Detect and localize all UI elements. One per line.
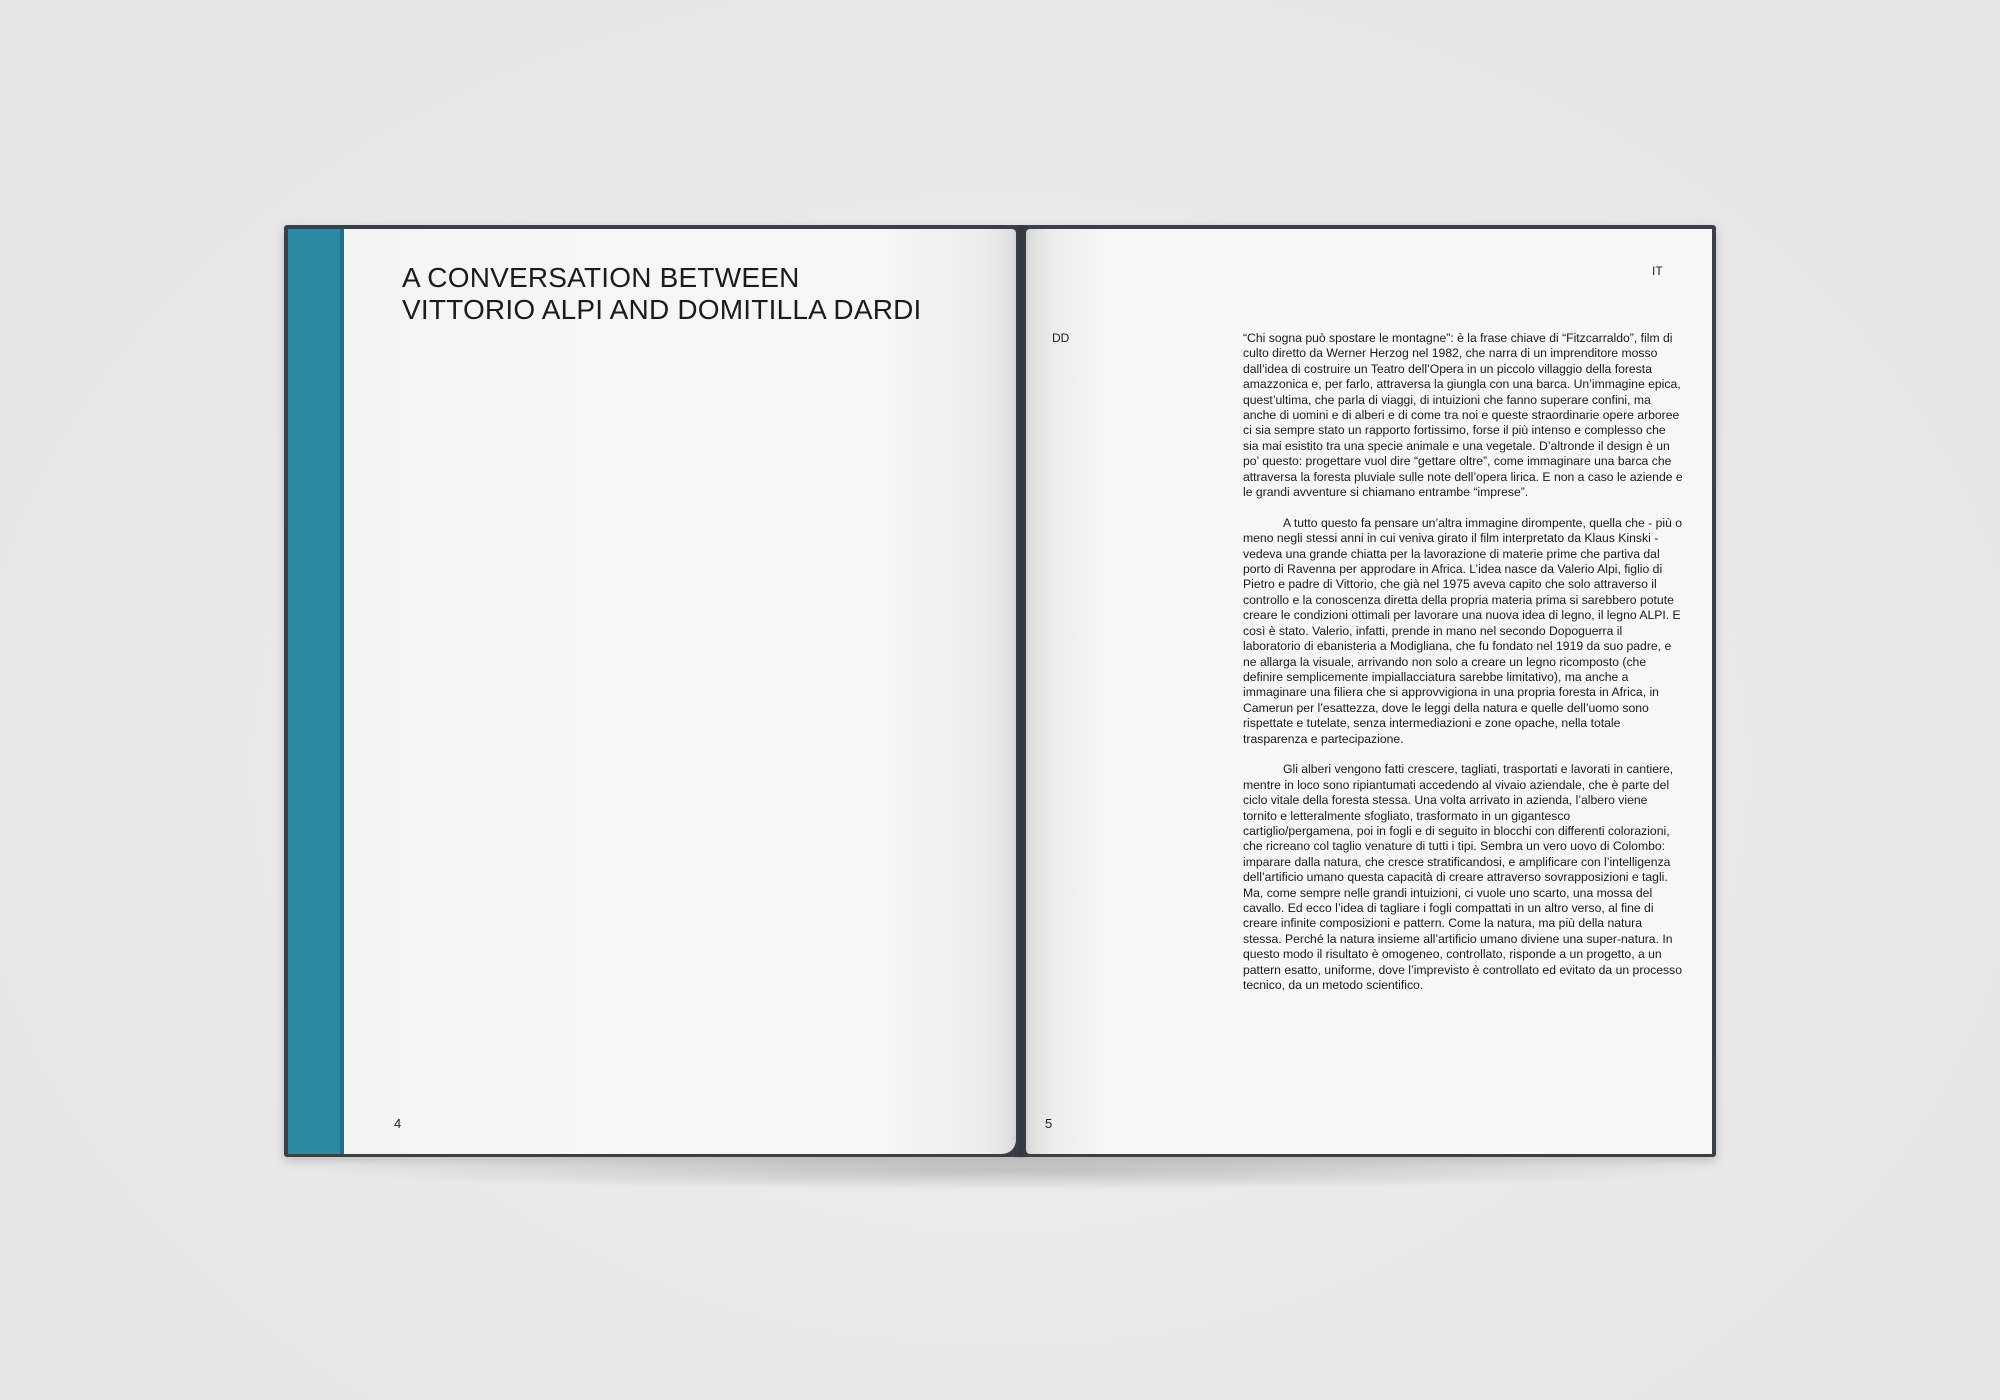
book-gutter (1012, 226, 1030, 1158)
page-number-left: 4 (394, 1116, 402, 1131)
title-line-1: A CONVERSATION BETWEEN (402, 262, 800, 293)
language-tag: IT (1652, 264, 1663, 278)
page-title (402, 262, 962, 326)
speaker-initials: DD (1052, 331, 1070, 345)
paragraph: “Chi sogna può spostare le montagne”: è la frase chiave di “Fitzcarraldo”, film di culto diretto da Werner Herzog nel 1982, che narra di un imprenditore mosso dall’idea di costruire un Teatro dell’Opera in un piccolo villaggio della foresta amazzonica e, per farlo, attraversa la giungla con una barca. Un’immagine epica, quest’ultima, che parla di viaggi, di intuizioni che fanno superare confini, ma anche di uomini e di alberi e di come tra noi e queste straordinarie opere arboree ci sia sempre stato un rapporto fortissimo, forse il più intenso e complesso che sia mai esistito tra una specie animale e una vegetale. D’altronde il design è un po’ questo: progettare vuol dire “gettare oltre”, come immaginare una barca che attraversa la foresta pluviale sulle note dell’opera lirica. E non a caso le aziende e le grandi avventure si chiamano entrambe “imprese”. (1243, 331, 1683, 500)
title-line-2: VITTORIO ALPI AND DOMITILLA DARDI (402, 294, 922, 325)
body-text (1243, 331, 1683, 1009)
left-page (288, 229, 1016, 1154)
accent-bar-edge (340, 229, 344, 1154)
accent-color-bar (288, 229, 344, 1154)
paragraph: A tutto questo fa pensare un’altra immagine dirompente, quella che - più o meno negli stessi anni in cui veniva girato il film interpretato da Klaus Kinski - vedeva una grande chiatta per la lavorazione di materie prime che partiva dal porto di Ravenna per approdare in Africa. L’idea nasce da Valerio Alpi, figlio di Pietro e padre di Vittorio, che già nel 1975 aveva capito che solo attraverso il controllo e la conoscenza diretta della propria materia prima si sarebbero potute creare le condizioni ottimali per lavorare una nuova idea di legno, il legno ALPI. E così è stato. Valerio, infatti, prende in mano nel secondo Dopoguerra il laboratorio di ebanisteria a Modigliana, che fu fondato nel 1919 da suo padre, e ne allarga la visuale, arrivando non solo a creare un legno ricomposto (che definire semplicemente impiallacciatura sarebbe limitativo), ma anche a immaginare una filiera che si approvvigiona in una propria foresta in Africa, in Camerun per l’esattezza, dove le leggi della natura e quelle dell’uomo sono rispettate e tutelate, senza intermediazioni e zone opache, nella totale trasparenza e partecipazione. (1243, 515, 1683, 746)
page-number-right: 5 (1045, 1116, 1053, 1131)
paragraph: Gli alberi vengono fatti crescere, tagliati, trasportati e lavorati in cantiere, mentre in loco sono ripiantumati accedendo al vivaio aziendale, che è parte del ciclo vitale della foresta stessa. Una volta arrivato in azienda, l’albero viene tornito e letteralmente sfogliato, trasformato in un gigantesco cartiglio/pergamena, poi in fogli e di seguito in blocchi con differenti colorazioni, che ricreano col taglio venature di tutti i tipi. Sembra un vero uovo di Colombo: imparare dalla natura, che cresce stratificandosi, e amplificare con l’intelligenza dell’artificio umano questa capacità di creare attraverso sovrapposizioni e tagli. Ma, come sempre nelle grandi intuizioni, ci vuole uno scarto, una mossa del cavallo. Ed ecco l’idea di tagliare i fogli compattati in un altro verso, al fine di creare infinite composizioni e pattern. Come la natura, ma più della natura stessa. Perché la natura insieme all’artificio umano diviene una super-natura. In questo modo il risultato è omogeneo, controllato, risponde a un progetto, a un pattern esatto, uniforme, dove l’imprevisto è controllato ed evitato da un processo tecnico, da un metodo scientifico. (1243, 762, 1682, 993)
